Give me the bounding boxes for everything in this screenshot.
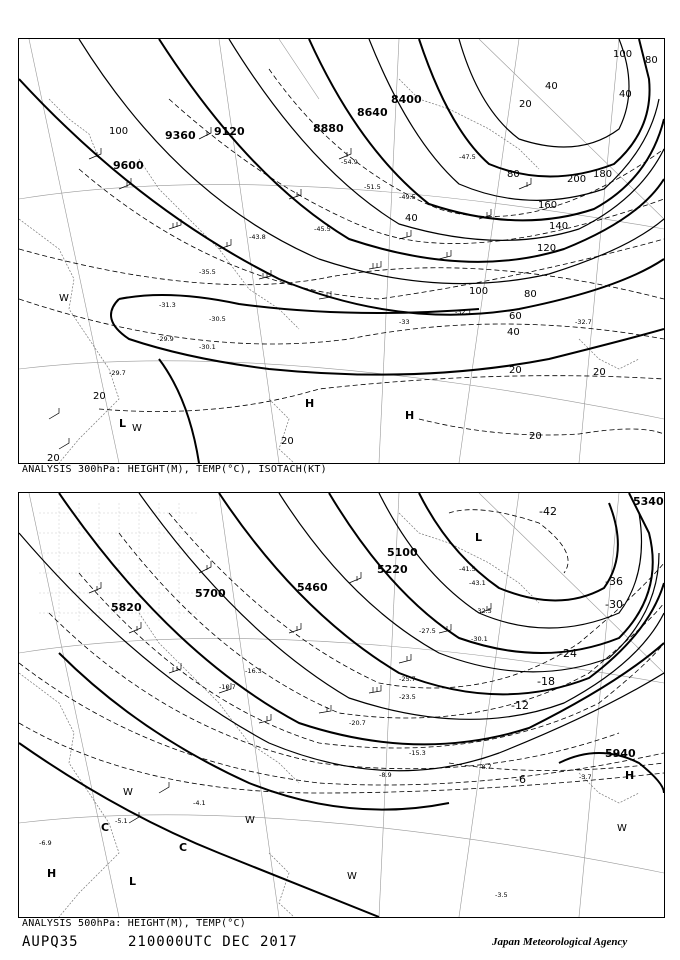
temp-label: -27.5	[419, 627, 436, 635]
isotach-label: 80	[507, 169, 520, 180]
temp-label: -29.7	[109, 369, 126, 377]
isotach-label: 120	[537, 243, 557, 254]
temp-label: -16.3	[245, 667, 262, 675]
warm-symbol: W	[59, 293, 69, 304]
warm-symbol: W	[123, 787, 133, 798]
height-labels	[113, 93, 422, 172]
panel-caption-500hpa: ANALYSIS 500hPa: HEIGHT(M), TEMP(°C)	[22, 918, 246, 929]
temp-label: -30.1	[471, 635, 488, 643]
isotach-label: 40	[545, 81, 558, 92]
height-contours	[19, 39, 664, 463]
temp-label: -43.1	[469, 579, 486, 587]
isotach-label: 140	[549, 221, 569, 232]
temp-label: -6.9	[39, 839, 52, 847]
isotherm-label: -42	[539, 505, 557, 518]
panel-caption-300hpa: ANALYSIS 300hPa: HEIGHT(M), TEMP(°C), ISOTACH(KT)	[22, 464, 327, 475]
isotach-label: 80	[645, 55, 658, 66]
temp-label: -43.8	[249, 233, 266, 241]
valid-time: 210000UTC DEC 2017	[128, 934, 298, 950]
temp-label: -32.1	[455, 308, 472, 316]
map-panel-300hpa	[18, 38, 665, 464]
temp-label: -29.9	[157, 335, 174, 343]
temperature-labels	[39, 565, 592, 899]
isotherm-label: -18	[537, 675, 555, 688]
coastline	[19, 513, 639, 917]
isotach-label: 20	[593, 367, 606, 378]
height-label: 9120	[214, 125, 245, 138]
temp-label: -47.5	[459, 153, 476, 161]
isotach-label: 200	[567, 174, 587, 185]
temp-label: -41.5	[459, 565, 476, 573]
height-label: 5940	[605, 747, 636, 760]
isotach-label: 40	[619, 89, 632, 100]
height-label: 5700	[195, 587, 226, 600]
high-pressure-symbol: H	[405, 409, 415, 422]
warm-symbol: W	[347, 871, 357, 882]
temp-label: -30.1	[199, 343, 216, 351]
wind-barbs	[89, 561, 491, 823]
height-label: 9360	[165, 129, 196, 142]
temp-label: -20.7	[349, 719, 366, 727]
height-labels	[111, 495, 664, 760]
temp-label: -23.5	[399, 693, 416, 701]
isotach-label: 100	[613, 49, 633, 60]
height-label: 5100	[387, 546, 418, 559]
isotach-label: 100	[109, 126, 129, 137]
isotherm-label: -36	[605, 575, 623, 588]
warm-symbol: W	[617, 823, 627, 834]
height-label: 5340	[633, 495, 664, 508]
isotherm-label: -12	[511, 699, 529, 712]
isotherm-label: -30	[605, 598, 623, 611]
temp-label: -8.7	[479, 763, 492, 771]
isotach-label: 160	[538, 200, 558, 211]
temp-label: -3.7	[579, 773, 592, 781]
temp-label: -8.9	[379, 771, 392, 779]
temp-label: -3.5	[495, 891, 508, 899]
height-label: 9600	[113, 159, 144, 172]
isotach-label: 180	[593, 169, 613, 180]
map-panel-500hpa	[18, 492, 665, 918]
temp-label: -10.7	[219, 683, 236, 691]
isotherm-label: -24	[559, 647, 577, 660]
isotach-label: 20	[519, 99, 532, 110]
height-label: 8640	[357, 106, 388, 119]
isotach-label: 100	[469, 286, 489, 297]
temp-label: -25.7	[399, 675, 416, 683]
temp-label: -45.5	[314, 225, 331, 233]
height-label: 8400	[391, 93, 422, 106]
warm-symbol: W	[245, 815, 255, 826]
isotach-label: 20	[93, 391, 106, 402]
low-pressure-symbol: L	[119, 417, 127, 430]
temp-label: -49.5	[399, 193, 416, 201]
map-300hpa	[19, 39, 664, 463]
cold-symbol: C	[179, 841, 188, 854]
temp-label: -30.5	[209, 315, 226, 323]
product-code: AUPQ35	[22, 934, 79, 950]
pressure-systems	[47, 531, 634, 888]
isotach-label: 20	[529, 431, 542, 442]
isotherm-label: -6	[515, 773, 526, 786]
temp-label: -15.3	[409, 749, 426, 757]
high-pressure-symbol: H	[47, 867, 57, 880]
isotach-label: 40	[507, 327, 520, 338]
temp-label: -4.1	[193, 799, 206, 807]
cold-symbol: C	[101, 821, 110, 834]
isotach-label: 80	[524, 289, 537, 300]
height-label: 5460	[297, 581, 328, 594]
temp-label: -54.9	[341, 158, 358, 166]
temp-label: -35.5	[199, 268, 216, 276]
temp-label: -31.3	[159, 301, 176, 309]
isotherm-labels	[511, 505, 623, 786]
high-pressure-symbol: H	[625, 769, 635, 782]
temp-label: -32.7	[575, 318, 592, 326]
temperature-labels	[109, 153, 592, 377]
temp-label: -33	[399, 318, 410, 326]
temp-label: -32.5	[475, 607, 492, 615]
agency-credit: Japan Meteorological Agency	[492, 936, 628, 948]
height-label: 5820	[111, 601, 142, 614]
map-500hpa	[19, 493, 664, 917]
isotach-label: 20	[47, 453, 60, 463]
height-label: 5220	[377, 563, 408, 576]
warm-symbol: W	[132, 423, 142, 434]
isotach-label: 60	[509, 311, 522, 322]
low-pressure-symbol: L	[129, 875, 137, 888]
temp-label: -5.1	[115, 817, 128, 825]
isotach-label: 20	[281, 436, 294, 447]
low-pressure-symbol: L	[475, 531, 483, 544]
height-label: 8880	[313, 122, 344, 135]
isotach-label: 40	[405, 213, 418, 224]
isotach-label: 20	[509, 365, 522, 376]
high-pressure-symbol: H	[305, 397, 315, 410]
temp-label: -51.5	[364, 183, 381, 191]
isotach-labels	[47, 49, 658, 463]
wind-symbols	[59, 293, 142, 434]
